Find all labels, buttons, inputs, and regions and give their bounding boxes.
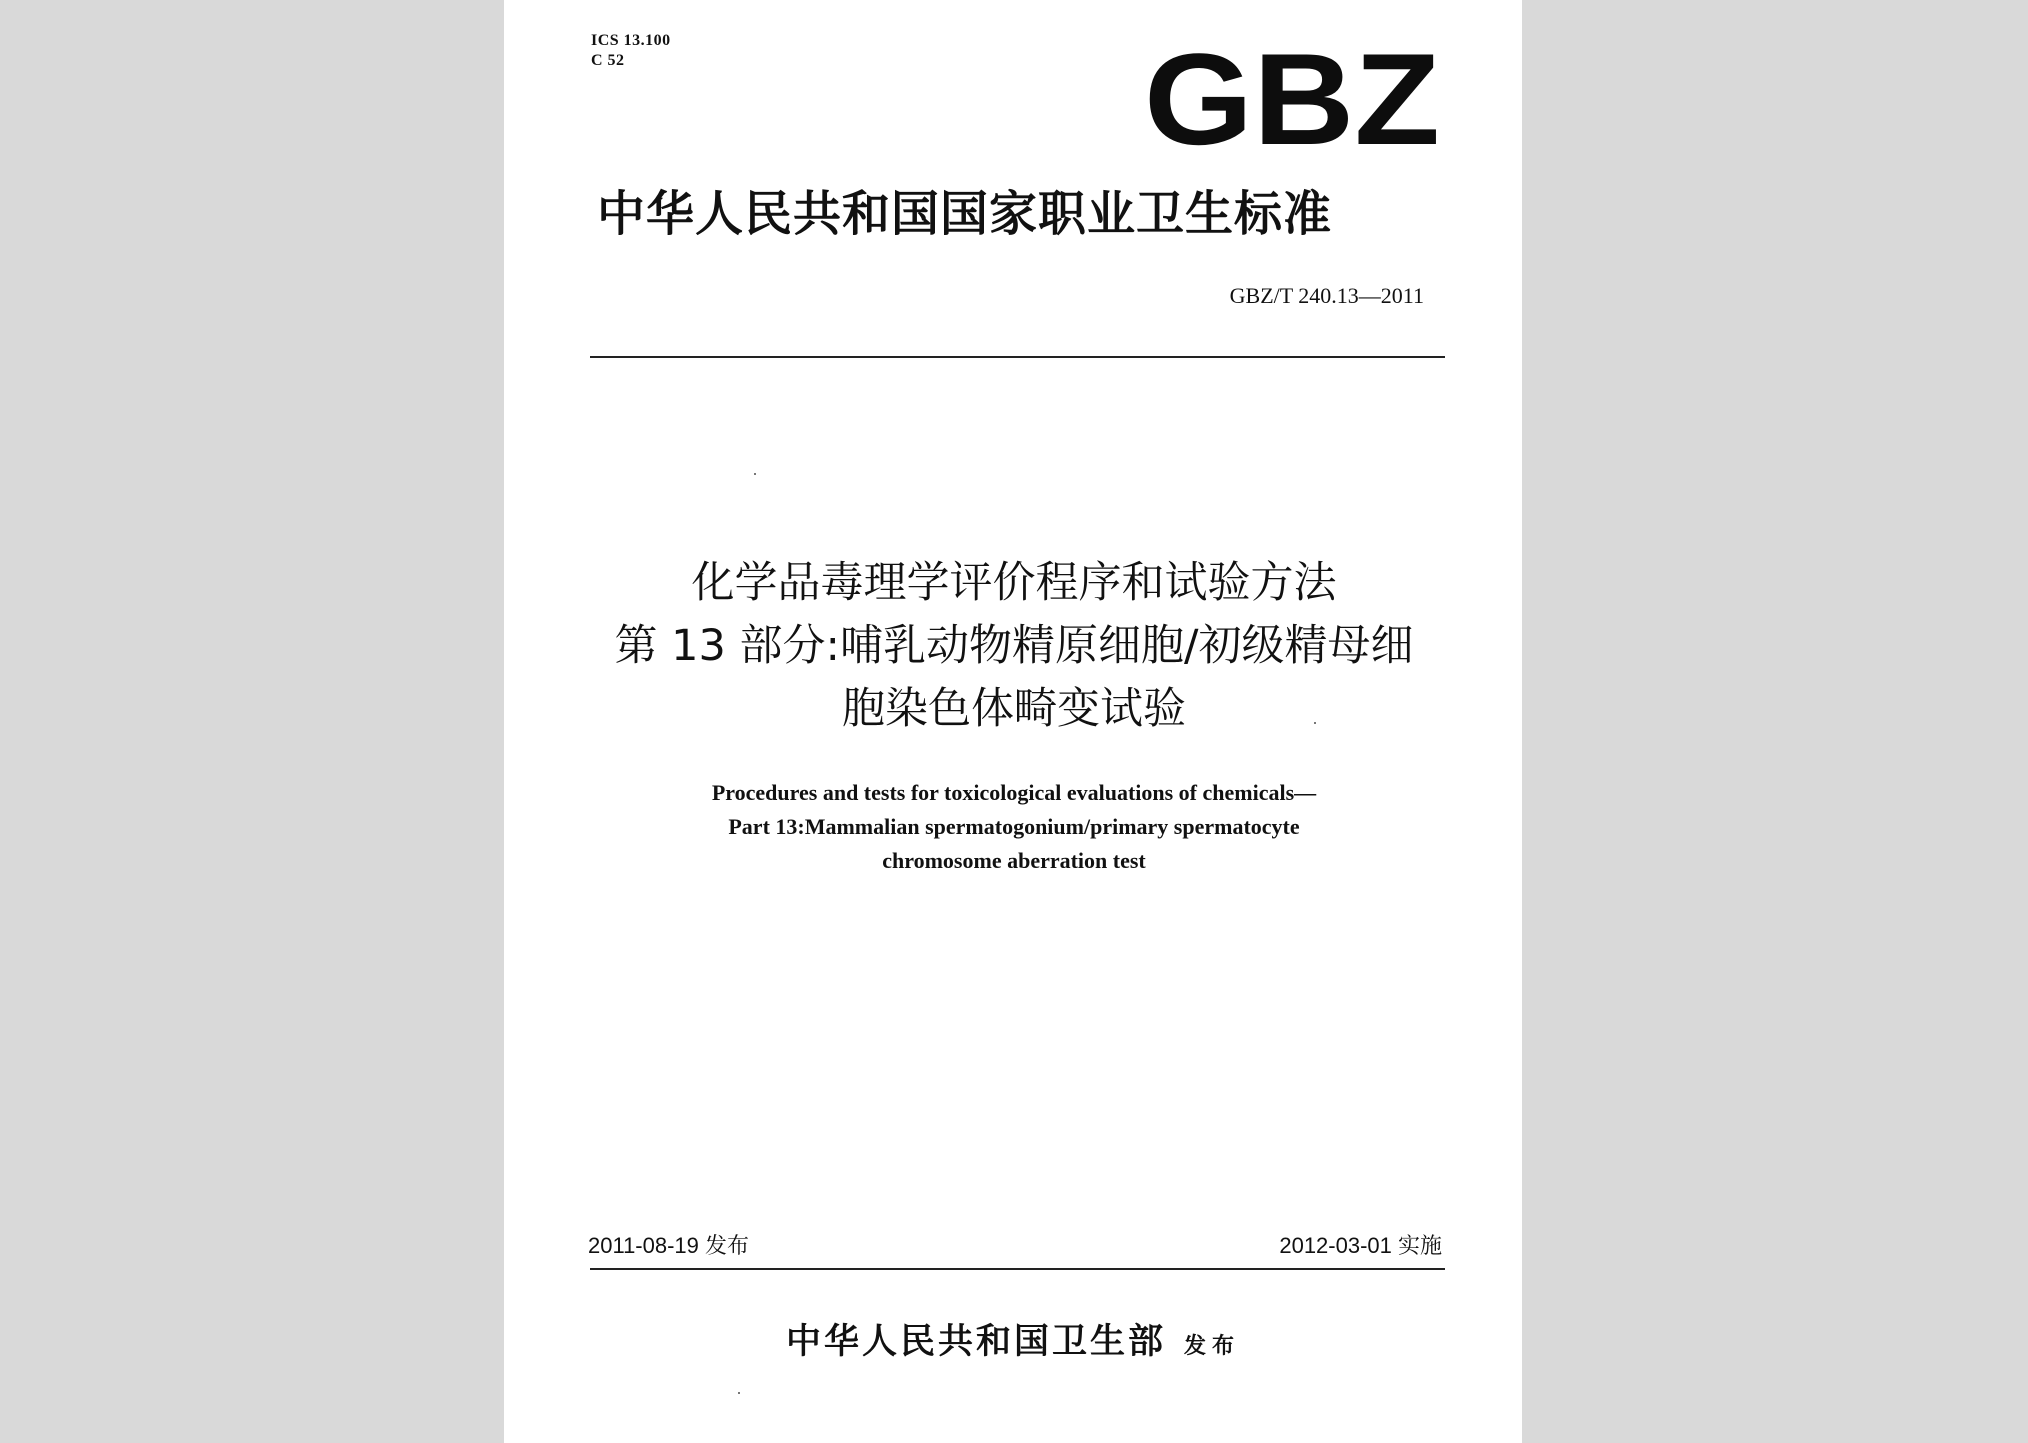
english-title xyxy=(564,776,1464,878)
scan-speck xyxy=(738,1392,740,1394)
publisher-line xyxy=(504,1314,1522,1364)
publish-label: 发布 xyxy=(1184,1333,1241,1359)
chinese-title-line-3: 胞染色体畸变试验 xyxy=(842,684,1186,734)
ics-code: ICS 13.100 xyxy=(591,32,671,49)
english-title-line-3: chromosome aberration test xyxy=(882,848,1146,873)
chinese-title-line-1: 化学品毒理学评价程序和试验方法 xyxy=(691,558,1337,608)
document-page xyxy=(504,0,1522,1443)
class-code: C 52 xyxy=(591,52,625,69)
chinese-title-line-2: 第 13 部分:哺乳动物精原细胞/初级精母细 xyxy=(614,621,1414,671)
english-title-line-2: Part 13:Mammalian spermatogonium/primary spermatocyte xyxy=(728,814,1300,839)
standard-number: GBZ/T 240.13—2011 xyxy=(1229,283,1424,308)
issue-date: 2011-08-19 发布 xyxy=(588,1233,750,1258)
gbz-logo xyxy=(1142,43,1442,153)
national-standard-title: 中华人民共和国国家职业卫生标准 xyxy=(597,186,1333,242)
english-title-line-1: Procedures and tests for toxicological evaluations of chemicals— xyxy=(711,780,1317,805)
footer-divider xyxy=(590,1268,1445,1270)
scan-speck xyxy=(754,473,756,475)
gbz-logo-text: GBZ xyxy=(1144,43,1440,153)
publisher-name: 中华人民共和国卫生部 xyxy=(785,1321,1166,1362)
classification-codes xyxy=(591,31,671,71)
chinese-title xyxy=(564,552,1464,741)
implementation-date: 2012-03-01 实施 xyxy=(1279,1233,1442,1258)
header-divider xyxy=(590,356,1445,358)
scan-speck xyxy=(1314,722,1316,724)
